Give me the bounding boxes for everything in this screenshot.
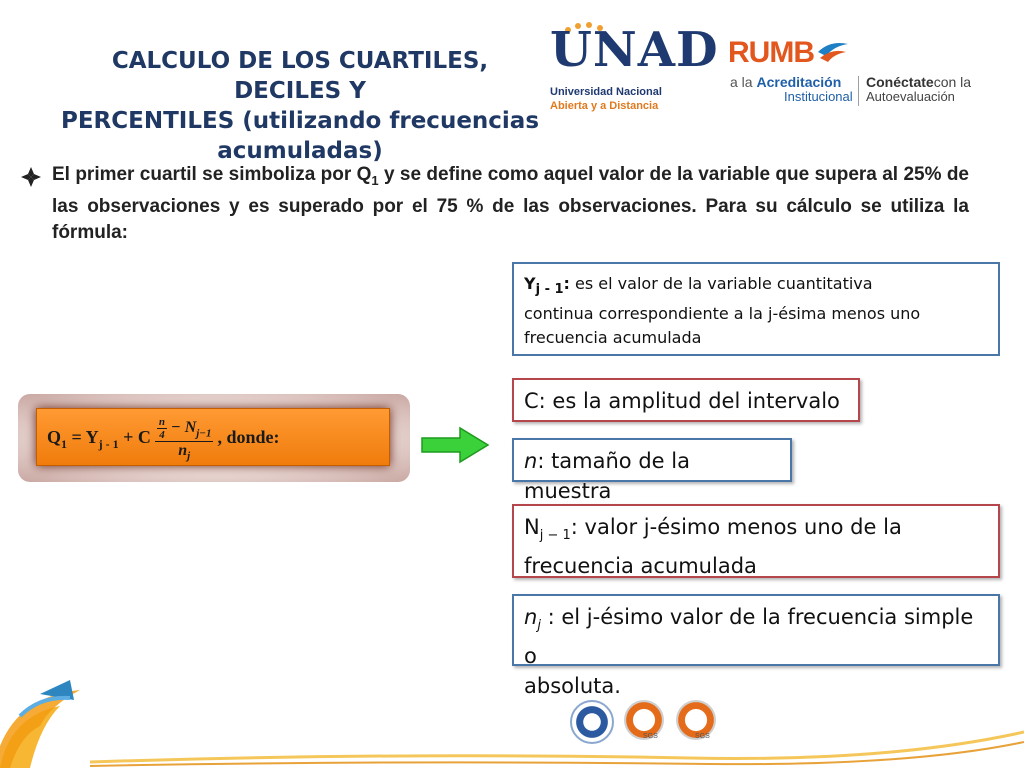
unad-logo xyxy=(546,14,719,124)
rumbo-acreditacion-logo xyxy=(728,36,980,116)
definition-box-n xyxy=(512,438,792,503)
right-arrow-icon xyxy=(420,426,490,464)
definition-yj-line-2: continua correspondiente a la j-ésima menos uno xyxy=(524,304,921,324)
slide-title xyxy=(60,46,540,166)
definition-nj1-text-1: : valor j-ésimo menos uno de la xyxy=(570,515,902,539)
definition-yj-line-3: frecuencia acumulada xyxy=(524,328,702,348)
title-line-1: CALCULO DE LOS CUARTILES, DECILES Y xyxy=(111,48,489,104)
rumbo-line-1-bold: Acreditación xyxy=(756,74,842,90)
diamond-bullet-icon xyxy=(20,166,42,188)
title-line-3: acumuladas) xyxy=(217,138,383,164)
formula-num-sub: j−1 xyxy=(196,427,212,440)
paragraph-part-2: y se define como aquel valor de la variable que supera al 25% de las observaciones y es superado por el 75 % de las observaciones. Para su cálculo se utiliza la fórmula: xyxy=(52,164,969,243)
seal-3-label: SGS xyxy=(695,733,710,740)
formula-numerator xyxy=(155,416,214,442)
formula-plus-c: + C xyxy=(118,427,151,448)
title-line-2: PERCENTILES (utilizando frecuencias xyxy=(60,108,540,134)
formula-num-4: 4 xyxy=(159,429,165,441)
definition-nj1-sub: j − 1 xyxy=(539,528,571,544)
definition-c-text: C: es la amplitud del intervalo xyxy=(524,389,840,413)
paragraph-subscript: 1 xyxy=(371,172,379,188)
formula-lhs: Q xyxy=(47,427,62,448)
formula-eq: = Y xyxy=(67,427,99,448)
rumbo-wordmark: RUMB xyxy=(728,36,814,69)
unad-wordmark: UNAD xyxy=(550,22,719,78)
formula-den-sub: j xyxy=(187,450,191,463)
unad-name-line-2: Abierta y a Distancia xyxy=(550,100,659,112)
rumbo-connect-line-2: Autoevaluación xyxy=(866,89,955,104)
paragraph-part-1: El primer cuartil se simboliza por Q xyxy=(52,164,372,185)
rumbo-line-2: Institucional xyxy=(784,89,853,104)
formula-box xyxy=(36,408,390,466)
definition-yj-line-1: $Y_{j - 1}$: es el valor de la variable cuantitativa xyxy=(524,274,873,298)
formula xyxy=(47,416,280,462)
definition-box-nj1 xyxy=(512,504,1000,578)
definition-nj1-label: N xyxy=(524,515,540,539)
rumbo-swoosh-icon xyxy=(816,38,850,64)
formula-y-sub: j - 1 xyxy=(98,436,119,451)
rumbo-connect-rest: con la xyxy=(933,74,972,90)
formula-suffix: , donde: xyxy=(217,427,280,448)
formula-n-over-4 xyxy=(157,416,167,441)
unad-name-line-1: Universidad Nacional xyxy=(550,86,662,98)
definition-nj-text-1: : el j-ésimo valor de la frecuencia simple o xyxy=(524,605,974,669)
seal-2-label: SGS xyxy=(643,733,658,740)
rumbo-line-1-prefix: a la xyxy=(730,74,753,90)
quartile-definition-paragraph xyxy=(52,162,969,246)
rumbo-divider xyxy=(858,76,859,106)
colombia-seal-icon xyxy=(570,700,614,744)
definition-nj-sub: j xyxy=(537,618,541,634)
definition-yj-label: Y xyxy=(524,274,536,293)
definition-n-text: : tamaño de la muestra xyxy=(524,449,690,503)
definition-yj-sub: j - 1 xyxy=(535,282,564,298)
definition-n-var: n xyxy=(524,449,538,473)
definition-nj1-line-1 xyxy=(524,512,988,551)
definition-box-c xyxy=(512,378,860,422)
definition-yj-text-1-visible: es el valor de la variable cuantitativa xyxy=(569,274,873,293)
formula-lhs-sub: 1 xyxy=(61,436,68,451)
footer-swirl-decoration xyxy=(0,676,100,768)
definition-nj1-line-2: frecuencia acumulada xyxy=(524,554,757,579)
rumbo-connect-bold: Conéctate xyxy=(866,74,934,90)
definition-nj-var: n xyxy=(524,605,538,629)
formula-num-minus: − N xyxy=(167,419,197,437)
definition-nj-line-1 xyxy=(524,602,988,671)
formula-fraction xyxy=(155,416,214,462)
formula-num-n: n xyxy=(158,416,165,428)
formula-denominator xyxy=(155,442,214,462)
footer-wave-decoration xyxy=(90,712,1024,768)
rumbo-connect-line-1 xyxy=(866,74,971,90)
formula-den-n: n xyxy=(178,442,188,459)
definition-box-nj xyxy=(512,594,1000,699)
definition-nj-line-2: absoluta. xyxy=(524,674,621,699)
rumbo-line-1 xyxy=(730,74,841,90)
definition-box-yj xyxy=(512,262,1000,356)
